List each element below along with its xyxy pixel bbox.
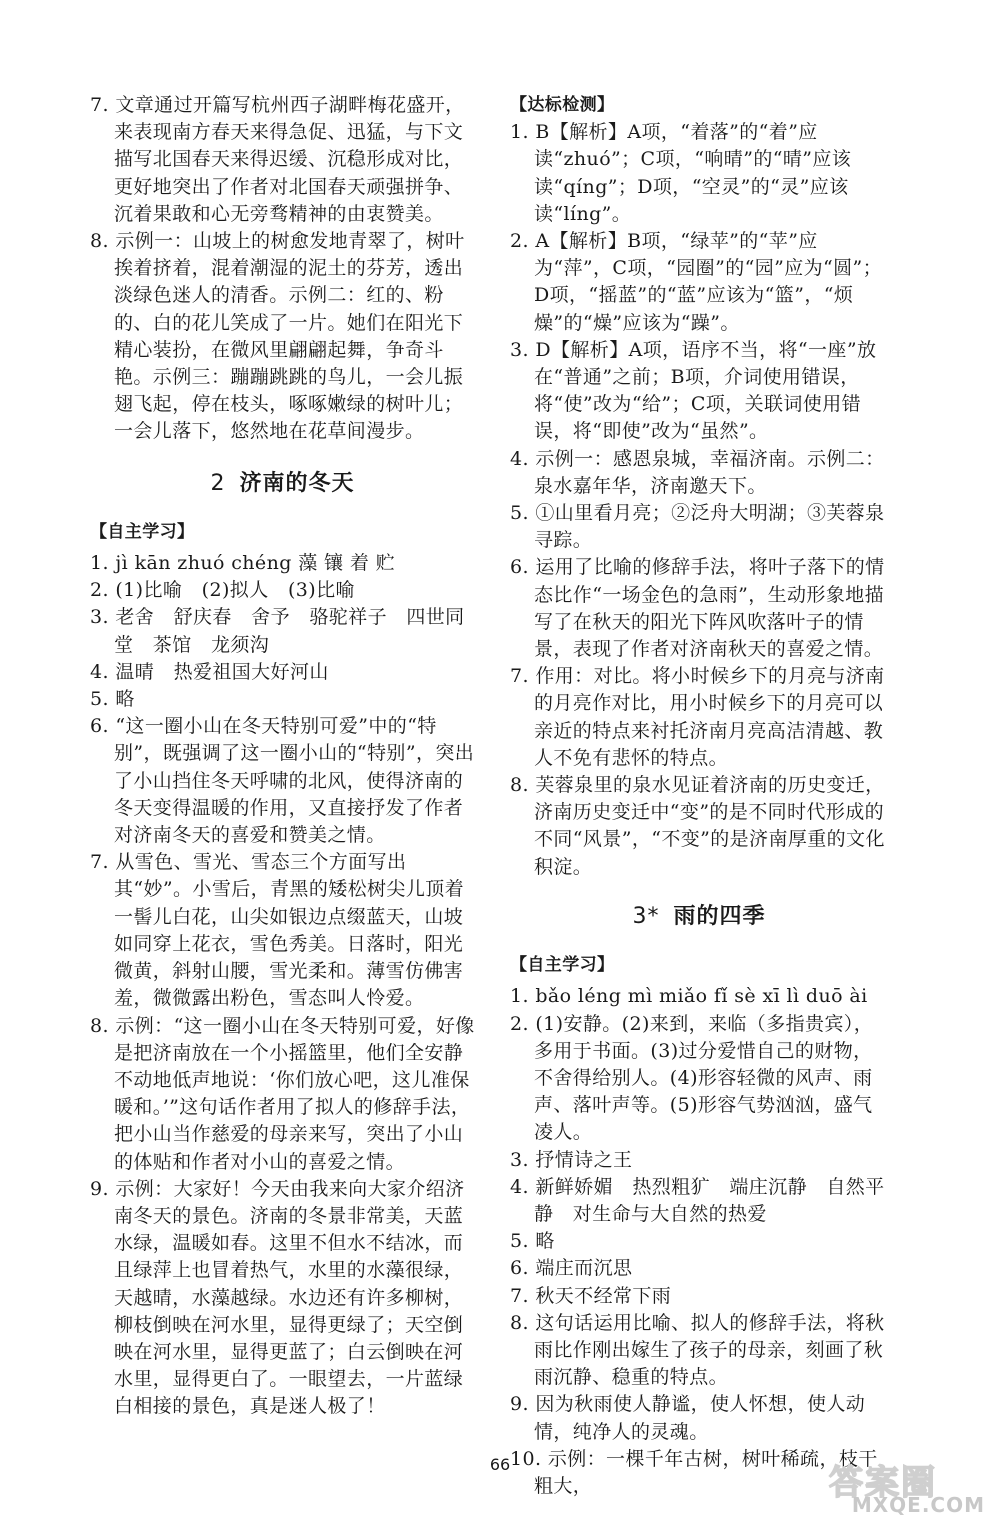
- right-column: [510, 92, 888, 1500]
- section-title-text: 济南的冬天: [239, 470, 355, 496]
- answer-item: 3. D【解析】A项，语序不当，将“一座”放在“普通”之前；B项，介词使用错误，将“使”改为“给”；C项，关联词使用错误，将“即使”改为“虽然”。: [510, 338, 877, 443]
- section-number: 3*: [632, 903, 660, 929]
- answer-item: 8. 示例一：山坡上的树愈发地青翠了，树叶挨着挤着，混着潮湿的泥土的芬芳，透出淡绿色迷人的清香。示例二：红的、粉的、白的花儿笑成了一片。她们在阳光下精心装扮，在微风里翩翩起舞，争奇斗艳。示例三：蹦蹦跳跳的鸟儿，一会儿振翅飞起，停在枝头，啄啄嫩绿的树叶儿；一会儿落下，悠然地在花草间漫步。: [90, 230, 465, 443]
- answer-item: 9. 因为秋雨使人静谧，使人怀想，使人动情，纯净人的灵魂。: [510, 1393, 866, 1443]
- answer-item: 7. 作用：对比。将小时候乡下的月亮与济南的月亮作对比，用小时候乡下的月亮可以亲近的特点来衬托济南月亮高洁清越、教人不免有悲怀的特点。: [510, 665, 885, 769]
- page-number: 66: [489, 1455, 511, 1474]
- answer-item: 4. 新鲜娇媚 热烈粗犷 端庄沉静 自然平静 对生命与大自然的热爱: [510, 1175, 885, 1225]
- answer-item: 4. 示例一：感恩泉城，幸福济南。示例二：泉水嘉年华，济南邀天下。: [510, 447, 885, 497]
- answer-item: 7. 秋天不经常下雨: [510, 1284, 672, 1307]
- section-title-text: 雨的四季: [673, 903, 766, 929]
- answer-item: 3. 抒情诗之王: [510, 1148, 633, 1171]
- answer-item: 6. 运用了比喻的修辞手法，将叶子落下的情态比作“一场金色的急雨”，生动形象地描写了在秋天的阳光下阵风吹落叶子的情景，表现了作者对济南秋天的喜爱之情。: [510, 556, 885, 661]
- answer-item: 5. 略: [90, 688, 135, 711]
- answer-item: 3. 老舍 舒庆春 舍予 骆驼祥子 四世同堂 茶馆 龙须沟: [90, 606, 465, 656]
- answer-item: 1. bǎo léng mì miǎo fǐ sè xī lì duō ài: [510, 985, 868, 1008]
- section-tag: 【自主学习】: [90, 521, 195, 542]
- answer-item: 1. jì kān zhuó chéng 藻 镶 着 贮: [90, 552, 396, 575]
- answer-item: 6. “这一圈小山在冬天特别可爱”中的“特别”，既强调了这一圈小山的“特别”，突出了小山挡住冬天呼啸的北风，使得济南的冬天变得温暖的作用，又直接抒发了作者对济南冬天的喜爱和赞美之情。: [90, 715, 475, 847]
- answer-item: 5. ①山里看月亮；②泛舟大明湖；③芙蓉泉寻踪。: [510, 502, 885, 552]
- section-tag: 【达标检测】: [510, 95, 615, 115]
- section-title: [90, 470, 475, 497]
- watermark-glyphs: 答案圈: [829, 1463, 937, 1503]
- section-tag: 【自主学习】: [510, 955, 615, 976]
- answer-item: 10. 示例：一棵千年古树，树叶稀疏，枝干粗大，: [510, 1447, 878, 1497]
- answer-item: 1. B【解析】A项，“着落”的“着”应读“zhuó”；C项，“响晴”的“晴”应该读“qíng”；D项，“空灵”的“灵”应该读“líng”。: [510, 121, 852, 225]
- watermark-logo: [825, 1455, 985, 1517]
- answer-item: 7. 文章通过开篇写杭州西子湖畔梅花盛开，来表现南方春天来得急促、迅猛，与下文描写北国春天来得迟缓、沉稳形成对比，更好地突出了作者对北国春天顽强拼争、沉着果敢和心无旁骛精神的由衷赞美。: [90, 94, 465, 225]
- answer-item: 2. (1)比喻 (2)拟人 (3)比喻: [90, 579, 355, 602]
- answer-item: 6. 端庄而沉思: [510, 1257, 633, 1280]
- watermark-site: MXQE.COM: [851, 1493, 985, 1517]
- answer-item: 4. 温晴 热爱祖国大好河山: [90, 660, 329, 683]
- answer-item: 7. 从雪色、雪光、雪态三个方面写出其“妙”。小雪后，青黑的矮松树尖儿顶着一髻儿白花，山尖如银边点缀蓝天，山坡如同穿上花衣，雪色秀美。日落时，阳光微黄，斜射山腰，雪光柔和。薄雪仿佛害羞，微微露出粉色，雪态叫人怜爱。: [90, 851, 465, 1010]
- answer-item: 2. A【解析】B项，“绿苹”的“苹”应为“萍”，C项，“园圈”的“园”应为“圆”；D项，“摇蓝”的“蓝”应该为“篮”，“烦燥”的“燥”应该为“躁”。: [510, 230, 883, 334]
- left-column: [90, 92, 475, 1421]
- answer-item: 2. (1)安静。(2)来到，来临（多指贵宾），多用于书面。(3)过分爱惜自己的财物，不舍得给别人。(4)形容轻微的风声、雨声、落叶声等。(5)形容气势汹汹，盛气凌人。: [510, 1012, 874, 1144]
- section-title: [510, 903, 888, 930]
- answer-item: 8. 示例：“这一圈小山在冬天特别可爱，好像是把济南放在一个小摇篮里，他们全安静不动地低声地说：‘你们放心吧，这儿准保暖和。’”这句话作者用了拟人的修辞手法，把小山当作慈爱的母亲来写，突出了小山的体贴和作者对小山的喜爱之情。: [90, 1014, 475, 1173]
- answer-item: 5. 略: [510, 1230, 555, 1253]
- section-number: 2: [210, 470, 226, 496]
- answer-item: 9. 示例：大家好！今天由我来向大家介绍济南冬天的景色。济南的冬景非常美，天蓝水绿，温暖如春。这里不但水不结冰，而且绿萍上也冒着热气，水里的水藻很绿，天越晴，水藻越绿。水边还有许多柳树，柳枝倒映在河水里，显得更绿了；天空倒映在河水里，显得更蓝了；白云倒映在河水里，显得更白了。一眼望去，一片蓝绿白相接的景色，真是迷人极了！: [90, 1177, 465, 1418]
- answer-item: 8. 芙蓉泉里的泉水见证着济南的历史变迁，济南历史变迁中“变”的是不同时代形成的不同“风景”，“不变”的是济南厚重的文化积淀。: [510, 774, 885, 878]
- answer-item: 8. 这句话运用比喻、拟人的修辞手法，将秋雨比作刚出嫁生了孩子的母亲，刻画了秋雨沉静、稳重的特点。: [510, 1311, 885, 1389]
